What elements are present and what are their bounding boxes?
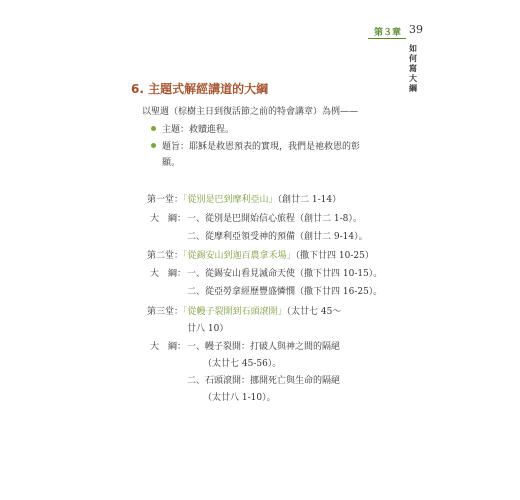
side-title-char: 綱 (409, 84, 417, 93)
bullet-thesis: 題旨：耶穌是救恩預表的實現，我們是祂救恩的彰 (162, 142, 361, 152)
session-2-heading (147, 248, 374, 261)
session-ref: （撒下廿四 10-25） (295, 251, 374, 261)
session-1-heading (147, 192, 341, 205)
intro-text: 以聖週（棕樹主日到復活節之前的特會講章）為例—— (142, 107, 359, 117)
outline-label: 大 綱： (150, 214, 187, 224)
outline-point: 二、從摩利亞領受神的預備（創廿二 9-14）。 (187, 232, 368, 242)
session-3-heading (147, 304, 341, 317)
outline-point: 一、從錫安山看見滅命天使（撒下廿四 10-15）。 (187, 269, 383, 279)
session-ref: （創廿二 1-14） (277, 195, 342, 205)
session-title: 「從錫安山到迦百農拿禾場」 (183, 251, 296, 261)
outline-label: 大 綱： (150, 269, 187, 279)
outline-point: 一、從別是巴開始信心旅程（創廿二 1-8）。 (187, 214, 362, 224)
session-prefix: 第一堂： (147, 195, 184, 205)
side-title-char: 大 (409, 74, 417, 83)
bullet-thesis-continuation: 顯。 (162, 158, 181, 168)
header-rule (368, 38, 406, 39)
outline-point: 二、石頭滾開：挪開死亡與生命的隔絕 (187, 376, 341, 386)
session-title: 「從別是巴到摩利亞山」 (183, 195, 278, 205)
session-3-ref-continuation: 廿八 10） (187, 324, 229, 334)
chapter-label: 第３章 (374, 28, 402, 38)
bullet-theme: 主題：救贖進程。 (162, 125, 235, 135)
outline-label: 大 綱： (150, 342, 187, 352)
session-prefix: 第二堂： (147, 251, 184, 261)
side-title-char: 寫 (409, 64, 417, 73)
bullet-dot (151, 126, 156, 131)
outline-point-ref: （太廿七 45-56）。 (203, 359, 282, 369)
outline-point-ref: （太廿八 1-10）。 (203, 393, 276, 403)
session-prefix: 第三堂： (147, 307, 184, 317)
outline-point: 一、幔子裂開：打破人與神之間的隔絕 (187, 342, 341, 352)
page-number: 39 (409, 23, 423, 36)
section-title: 6. 主題式解經講道的大綱 (131, 82, 269, 96)
side-title-char: 何 (409, 54, 417, 63)
session-title: 「從幔子裂開到石頭滾開」 (183, 307, 287, 317)
side-title (408, 44, 418, 94)
bullet-dot (151, 143, 156, 148)
session-ref: （太廿七 45～ (286, 307, 342, 317)
side-title-char: 如 (409, 44, 417, 53)
outline-point: 二、從亞勞拿經歷豐盛憐憫（撒下廿四 16-25）。 (187, 287, 383, 297)
